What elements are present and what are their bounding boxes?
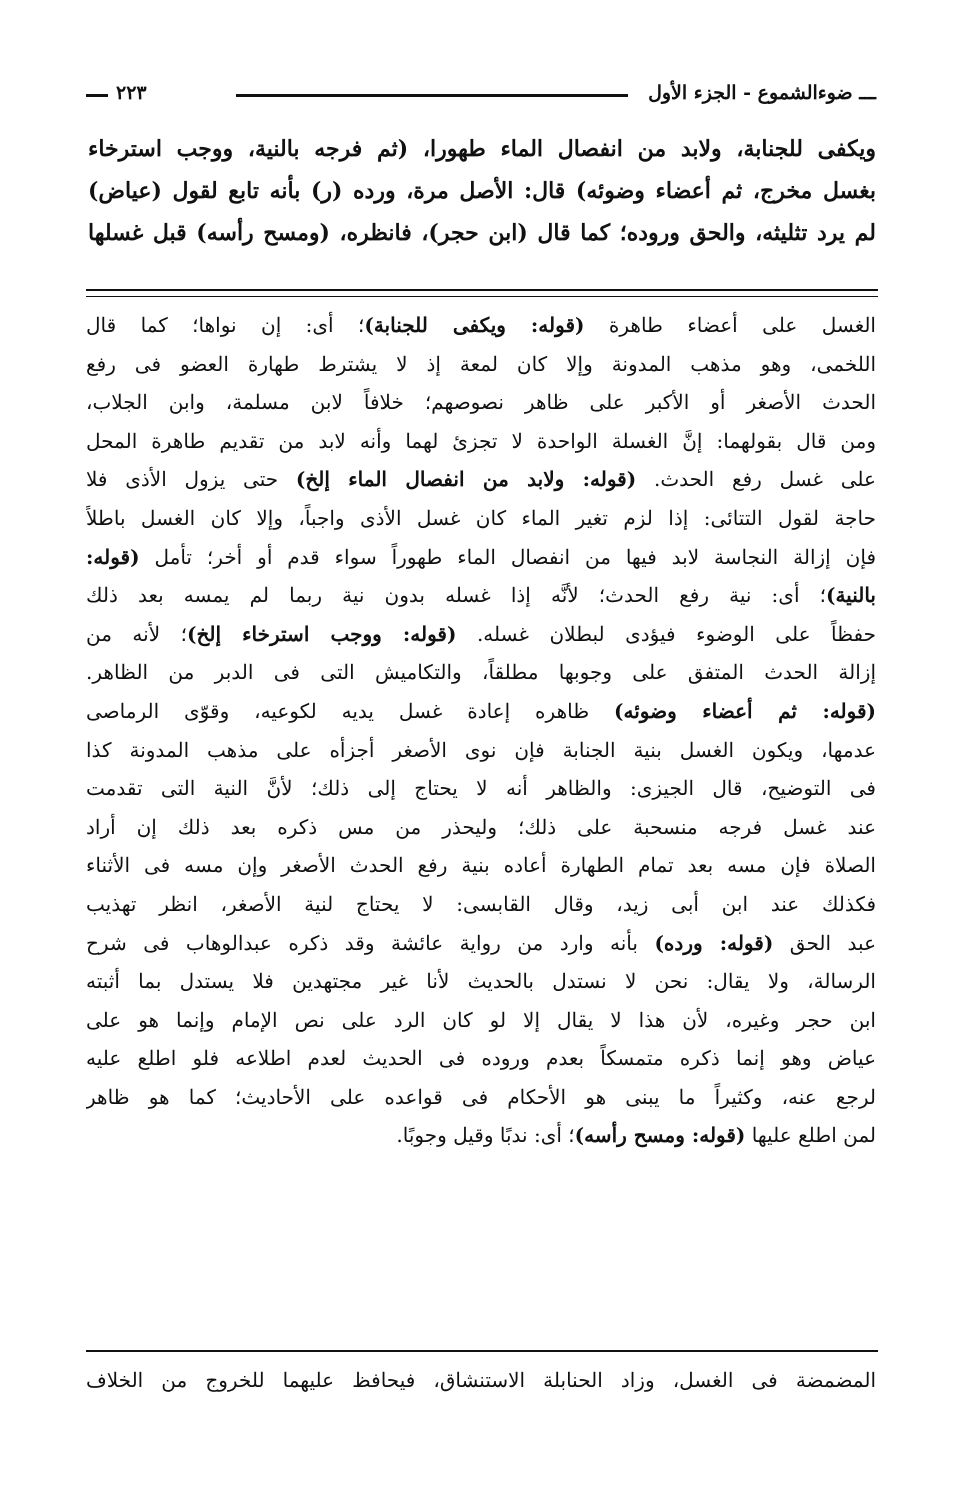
commentary xyxy=(86,306,876,1155)
quoted-phrase: (قوله: xyxy=(86,544,140,569)
separator-rule-top xyxy=(86,289,878,291)
quoted-phrase: (قوله: ورده) xyxy=(654,930,774,955)
main-text-line: بغسل مخرج، ثم أعضاء وضوئه) قال: الأصل مرة، ورده (ر) بأنه تابع لقول (عياض) xyxy=(88,178,876,204)
commentary-text: لمن اطلع عليها xyxy=(745,1123,876,1148)
commentary-text: حتى يزول الأذى فلا xyxy=(86,467,296,492)
footnote xyxy=(86,1362,876,1398)
running-header xyxy=(86,78,876,108)
quoted-phrase: (قوله: ثم أعضاء وضوئه) xyxy=(614,698,876,723)
commentary-text: فى التوضيح، قال الجيزى: والظاهر أنه لا يحتاج إلى ذلك؛ لأنَّ النية التى تقدمت xyxy=(86,776,876,801)
commentary-text: ؛ أى: إن نواها؛ كما قال xyxy=(86,313,365,337)
footnote-rule xyxy=(86,1350,878,1352)
commentary-line xyxy=(86,692,876,731)
commentary-line xyxy=(86,460,876,499)
commentary-line xyxy=(86,499,876,538)
commentary-line xyxy=(86,1116,876,1155)
quoted-phrase: (قوله: ويكفى للجنابة) xyxy=(364,313,585,337)
quoted-phrase: (قوله: ووجب استرخاء إلخ) xyxy=(187,621,457,646)
commentary-line xyxy=(86,306,876,345)
commentary-text: إزالة الحدث المتفق على وجوبها مطلقاً، والتكاميش التى فى الدبر من الظاهر. xyxy=(86,660,876,685)
commentary-line xyxy=(86,924,876,963)
quoted-phrase: (قوله: ومسح رأسه) xyxy=(574,1123,746,1148)
footnote-text: المضمضة فى الغسل، وزاد الحنابلة الاستنشاق، فيحافظ عليهما للخروج من الخلاف xyxy=(86,1368,876,1392)
commentary-text: عدمها، ويكون الغسل بنية الجنابة فإن نوى الأصغر أجزأه على مذهب المدونة كذا xyxy=(86,737,876,762)
commentary-line xyxy=(86,1078,876,1117)
commentary-text: الصلاة فإن مسه بعد تمام الطهارة أعاده بنية رفع الحدث الأصغر وإن مسه فى الأثناء xyxy=(86,853,876,878)
commentary-text: ظاهره إعادة غسل يديه لكوعيه، وقوّى الرماصى xyxy=(86,698,615,723)
header-dash xyxy=(86,94,108,97)
commentary-text: ابن حجر وغيره، لأن هذا لا يقال إلا لو كان الرد على نص الإمام وإنما هو على xyxy=(86,1007,876,1032)
commentary-line xyxy=(86,808,876,847)
commentary-text: لرجع عنه، وكثيراً ما يبنى هو الأحكام فى قواعده على الأحاديث؛ كما هو ظاهر xyxy=(86,1084,876,1109)
commentary-line xyxy=(86,538,876,577)
quoted-phrase: بالنية) xyxy=(825,583,876,608)
commentary-line xyxy=(86,731,876,770)
commentary-line xyxy=(86,885,876,924)
commentary-text: بأنه وارد من رواية عائشة وقد ذكره عبدالوهاب فى شرح xyxy=(86,930,655,955)
commentary-line xyxy=(86,345,876,384)
commentary-text: فكذلك عند ابن أبى زيد، وقال القابسى: لا يحتاج لنية الأصغر، انظر تهذيب xyxy=(86,891,876,916)
commentary-line xyxy=(86,1001,876,1040)
separator-rule-bottom xyxy=(86,296,878,297)
commentary-text: فإن إزالة النجاسة لابد فيها من انفصال الماء طهوراً سواء قدم أو أخر؛ تأمل xyxy=(139,544,876,569)
main-text-line: لم يرد تثليثه، والحق وروده؛ كما قال (ابن حجر)، فانظره، (ومسح رأسه) قبل غسلها xyxy=(88,220,876,246)
commentary-line xyxy=(86,422,876,461)
commentary-line xyxy=(86,1039,876,1078)
commentary-text: ؛ أى: نية رفع الحدث؛ لأنَّه إذا غسله بدون نية ربما لم يمسه بعد ذلك xyxy=(86,583,826,608)
main-text xyxy=(88,128,876,254)
commentary-line xyxy=(86,576,876,615)
commentary-line xyxy=(86,383,876,422)
main-text-line: ويكفى للجنابة، ولابد من انفصال الماء طهورا، (ثم فرجه بالنية، ووجب استرخاء xyxy=(88,136,876,162)
commentary-line xyxy=(86,653,876,692)
header-rule xyxy=(236,94,628,97)
commentary-line xyxy=(86,769,876,808)
commentary-text: عند غسل فرجه منسحبة على ذلك؛ وليحذر من مس ذكره بعد ذلك إن أراد xyxy=(86,814,876,839)
book-title: ـــ ضوءالشموع - الجزء الأول xyxy=(648,82,876,104)
commentary-line xyxy=(86,846,876,885)
commentary-text: عياض وهو إنما ذكره متمسكاً بعدم وروده فى الحديث لعدم اطلاعه فلو اطلع عليه xyxy=(86,1046,876,1071)
commentary-line xyxy=(86,615,876,654)
quoted-phrase: (قوله: ولابد من انفصال الماء إلخ) xyxy=(295,467,637,492)
commentary-text: ومن قال بقولهما: إنَّ الغسلة الواحدة لا تجزئ لهما وأنه لابد من تقديم طاهرة المحل xyxy=(86,428,876,453)
commentary-line xyxy=(86,962,876,1001)
commentary-text: حاجة لقول التتائى: إذا لزم تغير الماء كان غسل الأذى واجباً، وإلا كان الغسل باطلاً xyxy=(86,505,876,530)
commentary-text: اللخمى، وهو مذهب المدونة وإلا كان لمعة إذ لا يشترط طهارة العضو فى رفع xyxy=(86,351,876,376)
commentary-text: حفظاً على الوضوء فيؤدى لبطلان غسله. xyxy=(456,621,876,646)
page-number: ٢٢٣ xyxy=(116,82,147,104)
commentary-text: الغسل على أعضاء طاهرة xyxy=(584,313,876,337)
commentary-text: على غسل رفع الحدث. xyxy=(636,467,876,492)
commentary-text: الحدث الأصغر أو الأكبر على ظاهر نصوصهم؛ خلافاً لابن مسلمة، وابن الجلاب، xyxy=(86,390,876,415)
commentary-text: عبد الحق xyxy=(773,930,876,955)
commentary-text: ؛ لأنه من xyxy=(86,621,187,646)
commentary-text: ؛ أى: ندبًا وقيل وجوبًا. xyxy=(396,1123,575,1148)
commentary-text: الرسالة، ولا يقال: نحن لا نستدل بالحديث لأنا غير مجتهدين فلا يستدل بما أثبته xyxy=(86,969,876,994)
